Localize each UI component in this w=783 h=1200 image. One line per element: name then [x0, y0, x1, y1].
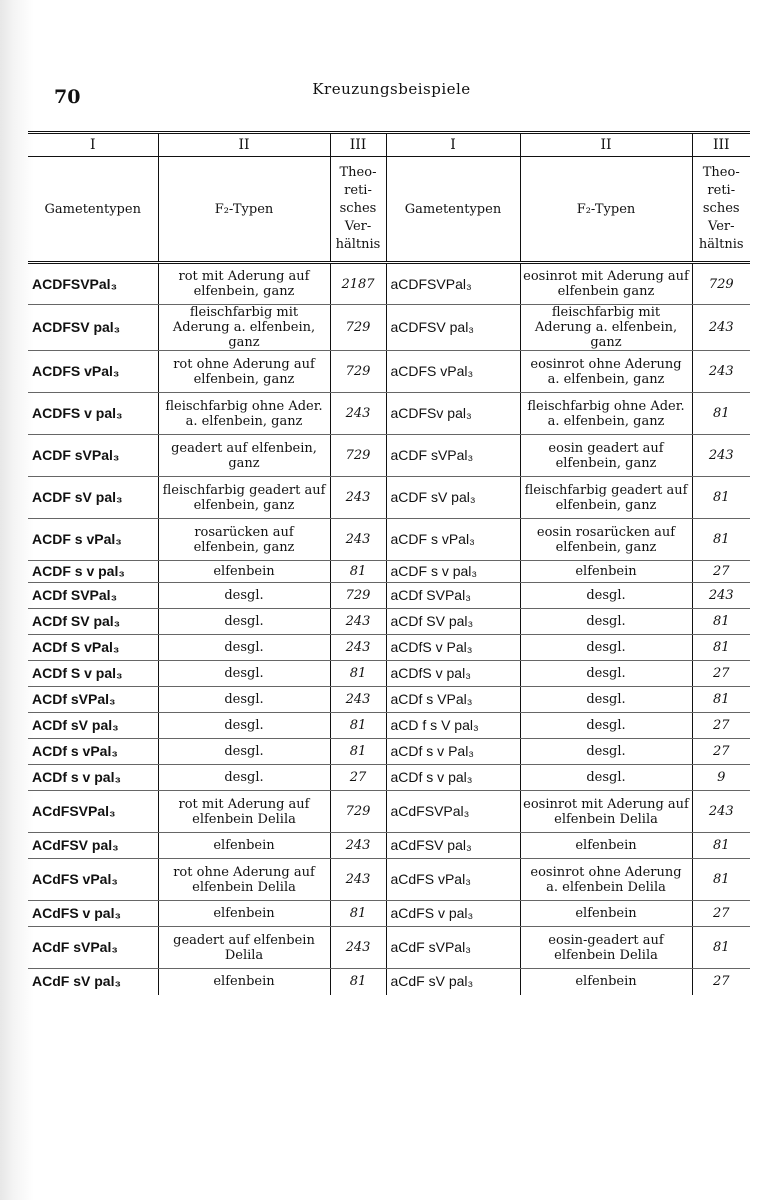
ratio-cell: 243	[692, 583, 750, 609]
table-row	[28, 561, 750, 583]
table-row	[28, 393, 750, 435]
ratio-cell: 81	[692, 477, 750, 519]
f2-type-cell: eosinrot ohne Aderung a. elfenbein, ganz	[520, 351, 692, 393]
ratio-cell: 27	[692, 901, 750, 927]
f2-type-cell: elfenbein	[520, 901, 692, 927]
gamete-type-cell: ACDF s v pal₃	[28, 561, 158, 583]
f2-type-cell: fleischfarbig ohne Ader. a. elfenbein, ganz	[520, 393, 692, 435]
gamete-type-cell: aCdFS vPal₃	[386, 859, 520, 901]
gamete-type-cell: ACdFSVPal₃	[28, 791, 158, 833]
ratio-cell: 81	[692, 927, 750, 969]
running-head: Kreuzungsbeispiele	[312, 80, 471, 98]
table-row	[28, 687, 750, 713]
f2-type-cell: eosinrot mit Aderung auf elfenbein ganz	[520, 263, 692, 305]
header-theoretisches-verhaeltnis	[692, 157, 750, 263]
f2-type-cell: rot ohne Aderung auf elfenbein, ganz	[158, 351, 330, 393]
gamete-type-cell: aCdFSVPal₃	[386, 791, 520, 833]
ratio-cell: 729	[330, 305, 386, 351]
f2-type-cell: eosin geadert auf elfenbein, ganz	[520, 435, 692, 477]
ratio-cell: 243	[330, 635, 386, 661]
ratio-cell: 27	[692, 561, 750, 583]
f2-type-cell: eosin rosarücken auf elfenbein, ganz	[520, 519, 692, 561]
header-theo-line: Theo-	[702, 165, 740, 180]
ratio-cell: 81	[692, 393, 750, 435]
table-row	[28, 833, 750, 859]
gamete-type-cell: ACDf SV pal₃	[28, 609, 158, 635]
gamete-type-cell: ACDF sV pal₃	[28, 477, 158, 519]
ratio-cell: 27	[330, 765, 386, 791]
ratio-cell: 243	[692, 435, 750, 477]
gamete-type-cell: aCDF sVPal₃	[386, 435, 520, 477]
f2-type-cell: elfenbein	[158, 561, 330, 583]
f2-type-cell: desgl.	[158, 609, 330, 635]
header-gametentypen: Gametentypen	[386, 157, 520, 263]
gamete-type-cell: ACdF sV pal₃	[28, 969, 158, 995]
col-number-3: III	[330, 133, 386, 157]
table-row	[28, 969, 750, 995]
f2-type-cell: desgl.	[520, 635, 692, 661]
f2-type-cell: elfenbein	[520, 969, 692, 995]
ratio-cell: 243	[330, 833, 386, 859]
f2-type-cell: rosarücken auf elfenbein, ganz	[158, 519, 330, 561]
ratio-cell: 243	[330, 477, 386, 519]
f2-type-cell: elfenbein	[158, 969, 330, 995]
gamete-type-cell: ACDF s vPal₃	[28, 519, 158, 561]
ratio-cell: 243	[330, 519, 386, 561]
header-theo-line: hältnis	[335, 237, 381, 252]
table-row	[28, 583, 750, 609]
gamete-type-cell: ACDFS vPal₃	[28, 351, 158, 393]
f2-type-cell: geadert auf elfenbein Delila	[158, 927, 330, 969]
f2-type-cell: desgl.	[520, 687, 692, 713]
ratio-cell: 27	[692, 739, 750, 765]
ratio-cell: 81	[330, 901, 386, 927]
gamete-type-cell: aCDFSV pal₃	[386, 305, 520, 351]
gamete-type-cell: ACDF sVPal₃	[28, 435, 158, 477]
f2-type-cell: rot ohne Aderung auf elfenbein Delila	[158, 859, 330, 901]
gamete-type-cell: ACdFS v pal₃	[28, 901, 158, 927]
ratio-cell: 27	[712, 974, 730, 990]
col-number-6: III	[692, 133, 750, 157]
f2-type-cell: eosinrot ohne Aderung a. elfenbein Delila	[520, 859, 692, 901]
ratio-cell: 81	[692, 609, 750, 635]
gamete-type-cell: ACDf sV pal₃	[28, 713, 158, 739]
ratio-cell: 27	[692, 713, 750, 739]
ratio-cell: 81	[330, 713, 386, 739]
f2-type-cell: rot mit Aderung auf elfenbein Delila	[158, 791, 330, 833]
gamete-type-cell: aCDFS vPal₃	[386, 351, 520, 393]
gamete-type-cell: ACDf s vPal₃	[28, 739, 158, 765]
gamete-type-cell: ACDFSVPal₃	[28, 263, 158, 305]
gamete-type-cell: ACDf S vPal₃	[28, 635, 158, 661]
table-row	[28, 739, 750, 765]
ratio-cell: 81	[330, 739, 386, 765]
table-row	[28, 713, 750, 739]
table-row	[28, 859, 750, 901]
f2-type-cell: desgl.	[520, 713, 692, 739]
header-theo-line: sches	[339, 201, 377, 216]
header-theo-line: Ver-	[344, 219, 372, 234]
table-row	[28, 351, 750, 393]
f2-type-cell: elfenbein	[520, 833, 692, 859]
table-row	[28, 927, 750, 969]
gamete-type-cell: aCDfS v Pal₃	[386, 635, 520, 661]
ratio-cell: 243	[330, 393, 386, 435]
header-theoretisches-verhaeltnis	[330, 157, 386, 263]
table-row	[28, 263, 750, 305]
f2-type-cell: desgl.	[158, 713, 330, 739]
gamete-type-cell: aCDf SVPal₃	[386, 583, 520, 609]
ratio-cell: 81	[330, 561, 386, 583]
table-row	[28, 765, 750, 791]
gamete-type-cell: aCdF sV pal₃	[386, 969, 520, 995]
gamete-type-cell: ACdFSV pal₃	[28, 833, 158, 859]
f2-type-cell: desgl.	[520, 765, 692, 791]
header-theo-line: reti-	[707, 183, 736, 198]
gamete-type-cell: aCDF s vPal₃	[386, 519, 520, 561]
gamete-type-cell: aCDf s v Pal₃	[386, 739, 520, 765]
crossing-table	[28, 131, 750, 995]
table-row	[28, 901, 750, 927]
gamete-type-cell: aCDf s v pal₃	[386, 765, 520, 791]
ratio-cell: 729	[330, 351, 386, 393]
gamete-type-cell: aCDFSVPal₃	[386, 263, 520, 305]
ratio-cell: 243	[692, 791, 750, 833]
header-theo-line: sches	[702, 201, 740, 216]
f2-type-cell: elfenbein	[520, 561, 692, 583]
page-number: 70	[54, 86, 81, 108]
gamete-type-cell: ACDf s v pal₃	[28, 765, 158, 791]
table-row	[28, 519, 750, 561]
gamete-type-cell: ACdFS vPal₃	[28, 859, 158, 901]
header-f2-typen: F₂-Typen	[520, 157, 692, 263]
f2-type-cell: desgl.	[520, 583, 692, 609]
gamete-type-cell: ACDf sVPal₃	[28, 687, 158, 713]
f2-type-cell: desgl.	[158, 635, 330, 661]
ratio-cell: 81	[692, 519, 750, 561]
col-number-4: I	[386, 133, 520, 157]
ratio-cell: 243	[692, 351, 750, 393]
header-f2-typen: F₂-Typen	[158, 157, 330, 263]
ratio-cell: 243	[330, 859, 386, 901]
ratio-cell: 729	[692, 263, 750, 305]
ratio-cell: 2187	[330, 263, 386, 305]
ratio-cell: 81	[692, 635, 750, 661]
ratio-cell: 81	[692, 859, 750, 901]
ratio-cell: 9	[692, 765, 750, 791]
f2-type-cell: rot mit Aderung auf elfenbein, ganz	[158, 263, 330, 305]
f2-type-cell: eosinrot mit Aderung auf elfenbein Delila	[520, 791, 692, 833]
ratio-cell: 81	[330, 661, 386, 687]
table-row	[28, 791, 750, 833]
header-gametentypen: Gametentypen	[28, 157, 158, 263]
table-body	[28, 263, 750, 995]
gamete-type-cell: aCDf s VPal₃	[386, 687, 520, 713]
gamete-type-cell: ACDf SVPal₃	[28, 583, 158, 609]
f2-type-cell: elfenbein	[158, 901, 330, 927]
f2-type-cell: fleischfarbig geadert auf elfenbein, ganz	[520, 477, 692, 519]
f2-type-cell: desgl.	[158, 661, 330, 687]
gamete-type-cell: aCDF sV pal₃	[386, 477, 520, 519]
gamete-type-cell: ACDFS v pal₃	[28, 393, 158, 435]
gamete-type-cell: ACdF sVPal₃	[28, 927, 158, 969]
table-row	[28, 635, 750, 661]
ratio-cell: 81	[692, 687, 750, 713]
f2-type-cell: desgl.	[158, 765, 330, 791]
table-row	[28, 661, 750, 687]
col-number-2: II	[158, 133, 330, 157]
ratio-cell: 243	[330, 927, 386, 969]
f2-type-cell: desgl.	[158, 687, 330, 713]
f2-type-cell: geadert auf elfenbein, ganz	[158, 435, 330, 477]
ratio-cell: 729	[330, 791, 386, 833]
table-row	[28, 435, 750, 477]
gamete-type-cell: aCDfS v pal₃	[386, 661, 520, 687]
gamete-type-cell: ACDf S v pal₃	[28, 661, 158, 687]
gamete-type-cell: aCDf SV pal₃	[386, 609, 520, 635]
gamete-type-cell: aCdFS v pal₃	[386, 901, 520, 927]
ratio-cell: 729	[330, 583, 386, 609]
f2-type-cell: fleischfarbig mit Aderung a. elfenbein, ganz	[520, 305, 692, 351]
f2-type-cell: desgl.	[158, 583, 330, 609]
ratio-cell: 243	[330, 609, 386, 635]
gamete-type-cell: aCD f s V pal₃	[386, 713, 520, 739]
ratio-cell: 81	[692, 833, 750, 859]
col-number-5: II	[520, 133, 692, 157]
f2-type-cell: fleischfarbig geadert auf elfenbein, ganz	[158, 477, 330, 519]
ratio-cell: 729	[330, 435, 386, 477]
gamete-type-cell: aCdF sVPal₃	[386, 927, 520, 969]
gamete-type-cell: aCdFSV pal₃	[386, 833, 520, 859]
f2-type-cell: fleischfarbig ohne Ader. a. elfenbein, ganz	[158, 393, 330, 435]
header-theo-line: hältnis	[698, 237, 744, 252]
col-number-1: I	[28, 133, 158, 157]
f2-type-cell: eosin-geadert auf elfenbein Delila	[520, 927, 692, 969]
table-row	[28, 305, 750, 351]
table-row	[28, 609, 750, 635]
gamete-type-cell: aCDFSv pal₃	[386, 393, 520, 435]
f2-type-cell: elfenbein	[158, 833, 330, 859]
ratio-cell: 243	[692, 305, 750, 351]
ratio-cell: 81	[330, 969, 386, 995]
gamete-type-cell: ACDFSV pal₃	[28, 305, 158, 351]
header-theo-line: reti-	[344, 183, 372, 198]
table-row	[28, 477, 750, 519]
header-theo-line: Theo-	[339, 165, 377, 180]
f2-type-cell: desgl.	[520, 661, 692, 687]
f2-type-cell: desgl.	[158, 739, 330, 765]
ratio-cell: 27	[692, 661, 750, 687]
gamete-type-cell: aCDF s v pal₃	[386, 561, 520, 583]
f2-type-cell: desgl.	[520, 739, 692, 765]
header-theo-line: Ver-	[708, 219, 735, 234]
f2-type-cell: desgl.	[520, 609, 692, 635]
ratio-cell: 243	[330, 687, 386, 713]
f2-type-cell: fleischfarbig mit Aderung a. elfenbein, ganz	[158, 305, 330, 351]
